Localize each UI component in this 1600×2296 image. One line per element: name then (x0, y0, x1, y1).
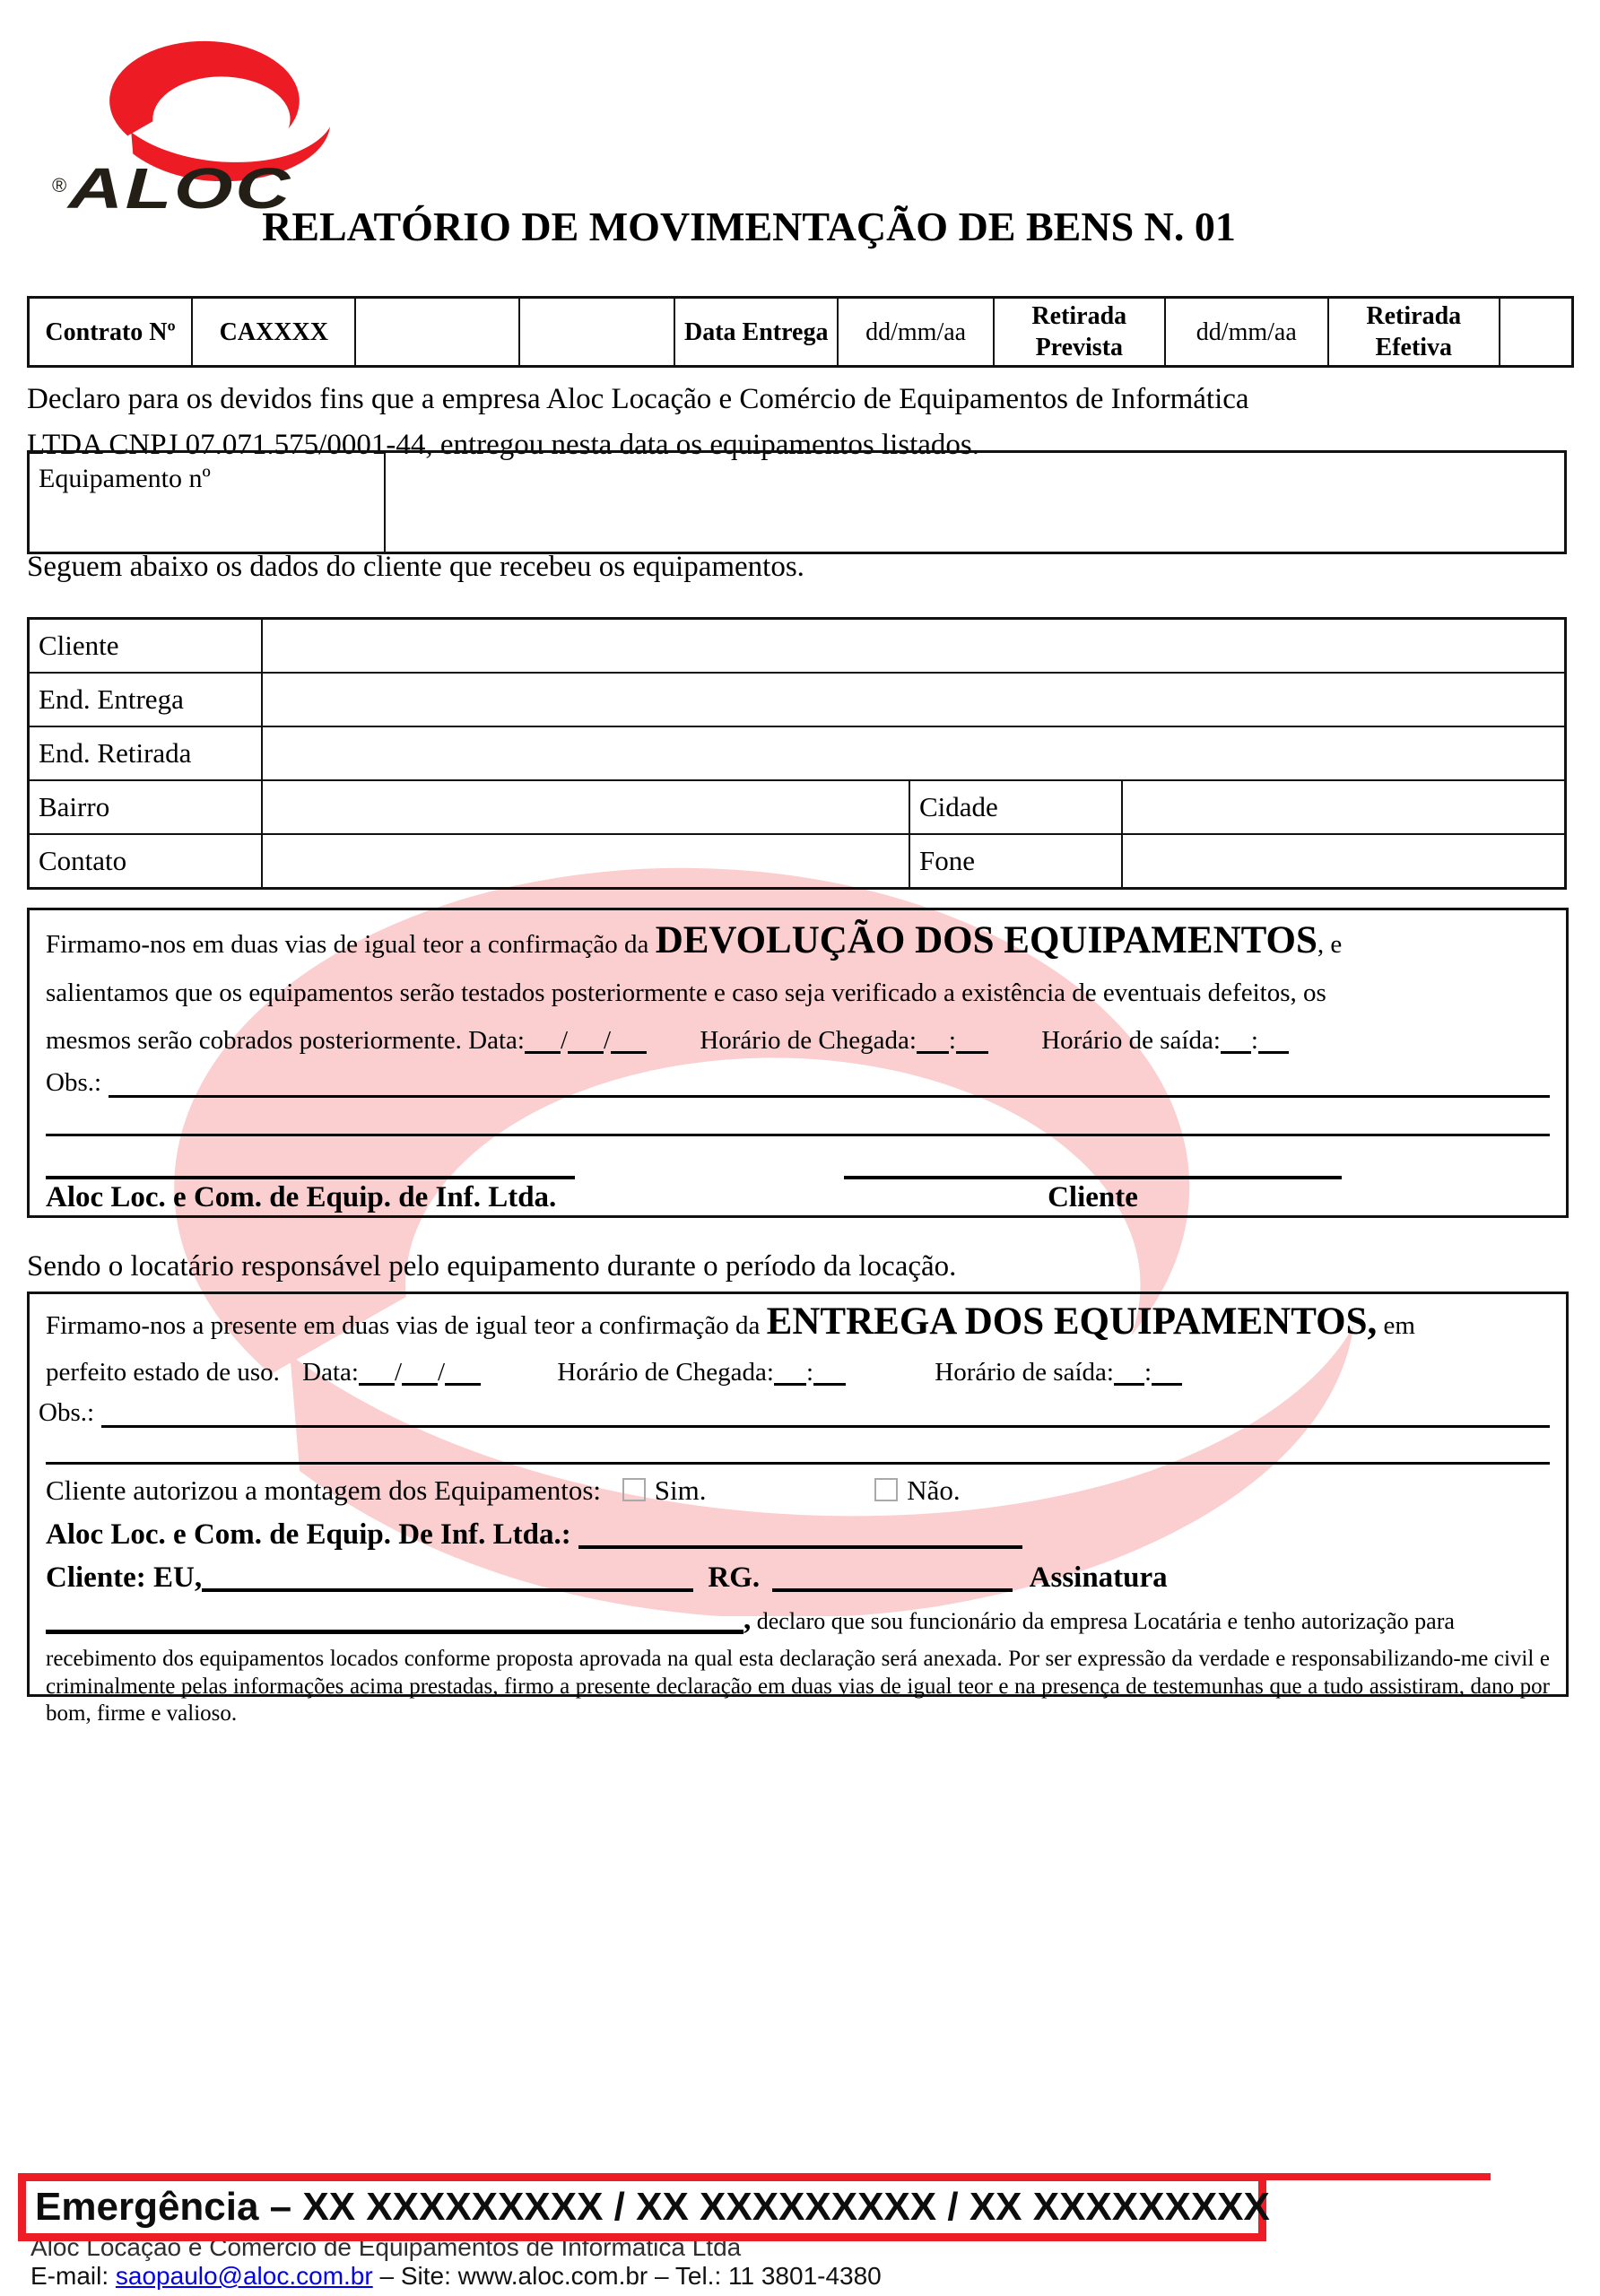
entrega-highlight: ENTREGA DOS EQUIPAMENTOS, (766, 1300, 1378, 1343)
obs-label: Obs.: (39, 1398, 95, 1427)
responsibility-note: Sendo o locatário responsável pelo equipamento durante o período da locação. (27, 1250, 957, 1283)
delivery-date-header: Data Entrega (674, 298, 838, 367)
fine-print-paragraph: recebimento dos equipamentos locados conforme proposta aprovada na qual esta declaração será anexada. Por ser expressão da verdade e responsabilizando-me civil e criminalmente pelas informações acima prestadas, firmo a presente declaração em duas vias de igual teor e na presença de testemunhas que a tudo assistiram, dano por bom, firme e valioso. (46, 1647, 1550, 1726)
devolucao-line3 (46, 1016, 1550, 1065)
table-row (29, 452, 1566, 553)
empty-cell[interactable] (1500, 298, 1573, 367)
table-row (29, 619, 1566, 674)
table-row (29, 780, 1566, 834)
company-signature-label: Aloc Loc. e Com. de Equip. De Inf. Ltda.: (46, 1518, 571, 1551)
contract-number-value[interactable]: CAXXXX (192, 298, 355, 367)
company-signature-block (46, 1149, 575, 1214)
delivery-date-field[interactable]: dd/mm/aa (838, 298, 994, 367)
red-extension-line (1266, 2173, 1491, 2180)
devolucao-obs-row (46, 1065, 1550, 1098)
emergency-text: Emergência – XX XXXXXXXXX / XX XXXXXXXXX / XX XXXXXXXXX (35, 2185, 1270, 2229)
devolucao-text: , e (1317, 930, 1343, 959)
equipment-number-field[interactable] (385, 452, 1566, 553)
no-label: Não. (907, 1474, 961, 1506)
rg-blank[interactable] (772, 1587, 1013, 1592)
signature-label: Assinatura (1029, 1561, 1168, 1594)
client-signature-block (844, 1149, 1342, 1214)
delivery-address-label: End. Entrega (29, 673, 263, 726)
comma: , (743, 1604, 752, 1636)
city-field[interactable] (1122, 780, 1566, 834)
date-label: Data: (468, 1026, 525, 1055)
colon: : (948, 1026, 956, 1055)
entrega-line2 (46, 1350, 1550, 1395)
pickup-address-label: End. Retirada (29, 726, 263, 780)
entrega-line1 (46, 1298, 1550, 1350)
declarant-name-blank[interactable] (46, 1629, 743, 1634)
date-day-blank[interactable] (359, 1382, 395, 1386)
phone-field[interactable] (1122, 834, 1566, 889)
table-row (29, 726, 1566, 780)
empty-cell[interactable] (519, 298, 675, 367)
departure-time-label: Horário de saída: (935, 1358, 1114, 1387)
colon: : (805, 1358, 813, 1387)
devolucao-highlight: DEVOLUÇÃO DOS EQUIPAMENTOS (655, 919, 1317, 961)
arrival-hour-blank[interactable] (774, 1382, 806, 1386)
company-signature-line[interactable] (46, 1149, 575, 1179)
devolucao-section (27, 908, 1569, 1218)
assembly-authorization-row (46, 1468, 1550, 1513)
slash: / (604, 1026, 612, 1055)
colon: : (1143, 1358, 1152, 1387)
company-signature-row (46, 1513, 1550, 1556)
emergency-banner (18, 2173, 1270, 2241)
table-row (29, 298, 1573, 367)
obs-blank-line[interactable] (101, 1395, 1550, 1428)
entrega-text: Firmamo-nos a presente em duas vias de igual teor a confirmação da (46, 1311, 767, 1340)
page-title: RELATÓRIO DE MOVIMENTAÇÃO DE BENS N. 01 (262, 204, 1236, 249)
devolucao-signature-row (46, 1149, 1550, 1214)
declaration-line: Declaro para os devidos fins que a empresa Aloc Locação e Comércio de Equipamentos de Informática (27, 383, 1249, 415)
obs-continuation-line[interactable] (46, 1428, 1550, 1465)
devolucao-line2: salientamos que os equipamentos serão testados posteriormente e caso seja verificado a existência de eventuais defeitos, os (46, 978, 1326, 1007)
entrega-text: perfeito estado de uso. (46, 1358, 280, 1387)
date-month-blank[interactable] (568, 1050, 604, 1054)
arrival-minute-blank[interactable] (956, 1050, 988, 1054)
equipment-number-label: Equipamento nº (29, 452, 386, 553)
client-id-row (46, 1556, 1550, 1599)
obs-continuation-line[interactable] (46, 1098, 1550, 1136)
obs-blank-line[interactable] (109, 1065, 1550, 1098)
departure-minute-blank[interactable] (1152, 1382, 1182, 1386)
date-year-blank[interactable] (611, 1050, 647, 1054)
table-row (29, 834, 1566, 889)
expected-pickup-field[interactable]: dd/mm/aa (1165, 298, 1328, 367)
declaration-intro-text: declaro que sou funcionário da empresa Locatária e tenho autorização para (751, 1608, 1455, 1634)
footer-company-name: Aloc Locação e Comércio de Equipamentos de Informática Ltda (30, 2233, 742, 2261)
equipment-table (27, 450, 1567, 554)
empty-cell[interactable] (355, 298, 518, 367)
city-label: Cidade (909, 780, 1122, 834)
footer-contact-line (30, 2262, 882, 2291)
devolucao-text: Firmamo-nos em duas vias de igual teor a confirmação da (46, 930, 656, 959)
date-year-blank[interactable] (445, 1382, 481, 1386)
date-label: Data: (302, 1358, 359, 1387)
delivery-address-field[interactable] (262, 673, 1566, 726)
declaration-line: LTDA CNPJ 07.071.575/0001-44, entregou nesta data os equipamentos listados. (27, 429, 980, 462)
obs-label: Obs.: (46, 1068, 102, 1097)
client-intro-text: Seguem abaixo os dados do cliente que recebeu os equipamentos. (27, 551, 804, 583)
devolucao-text: mesmos serão cobrados posteriormente. (46, 1026, 462, 1055)
expected-pickup-header: Retirada Prevista (994, 298, 1165, 367)
colon: : (1250, 1026, 1258, 1055)
contract-number-header: Contrato Nº (29, 298, 193, 367)
assembly-question-label: Cliente autorizou a montagem dos Equipamentos: (46, 1474, 602, 1506)
contact-label: Contato (29, 834, 263, 889)
client-field[interactable] (262, 619, 1566, 674)
arrival-time-label: Horário de Chegada: (700, 1026, 917, 1055)
table-row (29, 673, 1566, 726)
devolucao-line1 (46, 916, 1550, 970)
entrega-text: em (1377, 1311, 1415, 1340)
company-signature-label: Aloc Loc. e Com. de Equip. de Inf. Ltda. (46, 1181, 557, 1213)
entrega-obs-row (39, 1395, 1550, 1428)
rg-label: RG. (708, 1561, 761, 1594)
client-name-label: Cliente: EU, (46, 1561, 203, 1594)
yes-checkbox[interactable] (622, 1478, 646, 1501)
no-checkbox[interactable] (874, 1478, 898, 1501)
slash: / (560, 1026, 568, 1055)
date-month-blank[interactable] (402, 1382, 438, 1386)
site-and-phone-text: – Site: www.aloc.com.br – Tel.: 11 3801-4380 (372, 2262, 882, 2290)
email-link[interactable]: saopaulo@aloc.com.br (115, 2262, 373, 2290)
arrival-minute-blank[interactable] (813, 1382, 846, 1386)
departure-time-label: Horário de saída: (1041, 1026, 1221, 1055)
declaration-blank-row (46, 1599, 1550, 1646)
email-label: E-mail: (30, 2262, 116, 2290)
client-data-table (27, 617, 1567, 890)
contract-header-table (27, 296, 1574, 368)
departure-hour-blank[interactable] (1114, 1382, 1144, 1386)
district-label: Bairro (29, 780, 263, 834)
client-name-blank[interactable] (202, 1587, 693, 1592)
arrival-time-label: Horário de Chegada: (557, 1358, 774, 1387)
departure-minute-blank[interactable] (1258, 1050, 1289, 1054)
phone-label: Fone (909, 834, 1122, 889)
slash: / (438, 1358, 446, 1387)
brand-name: ALOC (68, 156, 293, 221)
yes-label: Sim. (654, 1474, 707, 1506)
client-signature-line[interactable] (844, 1149, 1342, 1179)
company-signature-blank[interactable] (578, 1544, 1022, 1549)
arrival-hour-blank[interactable] (917, 1050, 949, 1054)
registered-trademark-symbol: ® (52, 174, 67, 196)
departure-hour-blank[interactable] (1221, 1050, 1251, 1054)
date-day-blank[interactable] (525, 1050, 561, 1054)
contact-field[interactable] (262, 834, 909, 889)
district-field[interactable] (262, 780, 909, 834)
client-label: Cliente (29, 619, 263, 674)
entrega-section (27, 1292, 1569, 1726)
pickup-address-field[interactable] (262, 726, 1566, 780)
actual-pickup-header: Retirada Efetiva (1328, 298, 1500, 367)
slash: / (394, 1358, 403, 1387)
client-signature-label: Cliente (1048, 1181, 1138, 1213)
